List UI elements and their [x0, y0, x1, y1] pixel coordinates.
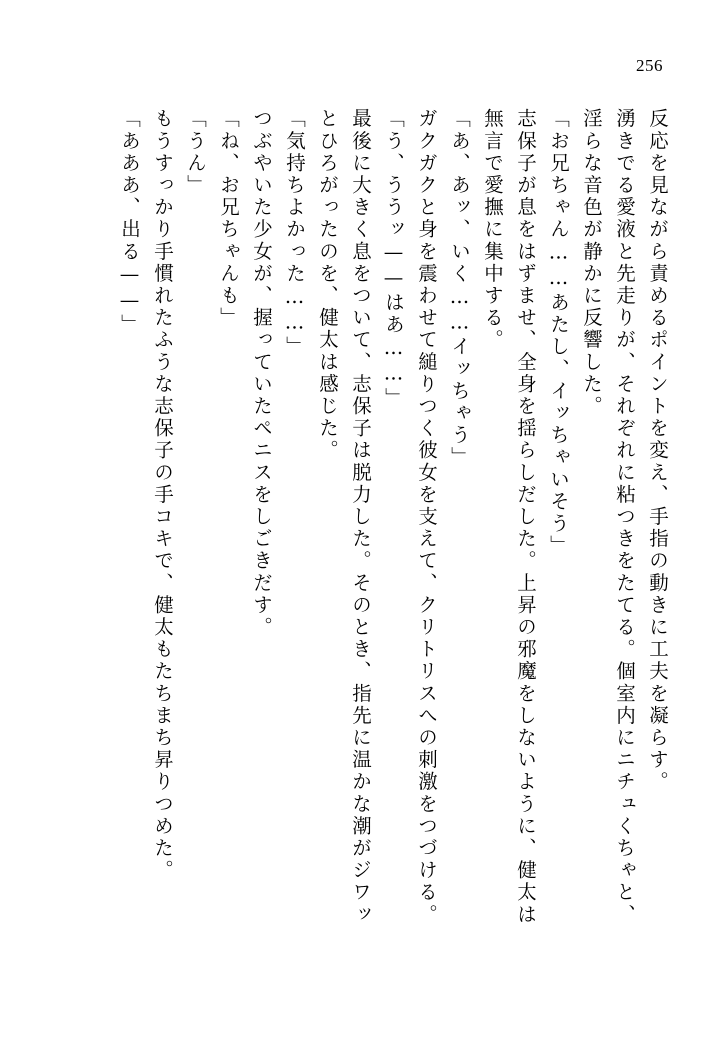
vertical-text-body	[55, 108, 669, 926]
text-line: 無言で愛撫に集中する。	[481, 108, 504, 352]
text-line: ガクガクと身を震わせて縋りつく彼女を支えて、クリトリスへの刺激をつづける。	[415, 108, 438, 926]
text-line: つぶやいた少女が、握っていたペニスをしごきだす。	[250, 108, 273, 639]
text-line: 反応を見ながら責めるポイントを変え、手指の動きに工夫を凝らす。	[646, 108, 669, 794]
text-line: 最後に大きく息をついて、志保子は脱力した。そのとき、指先に温かな潮がジワッ	[349, 108, 372, 926]
text-line: 「あああ、出る——」	[118, 108, 141, 336]
text-line: 「お兄ちゃん……あたし、イッちゃいそう」	[547, 108, 570, 557]
text-line: 淫らな音色が静かに反響した。	[580, 108, 603, 418]
text-line: 「ね、お兄ちゃんも」	[217, 108, 240, 329]
text-line: とひろがったのを、健太は感じた。	[316, 108, 339, 462]
page-number: 256	[636, 56, 663, 75]
text-line: もうすっかり手慣れたふうな志保子の手コキで、健太もたちまち昇りつめた。	[151, 108, 174, 882]
text-line: 志保子が息をはずませ、全身を揺らしだした。上昇の邪魔をしないように、健太は	[514, 108, 537, 926]
text-line: 「うん」	[184, 108, 207, 197]
text-line: 「あ、あッ、いく……イッちゃう」	[448, 108, 471, 469]
text-line: 「気持ちよかった……」	[283, 108, 306, 359]
text-line: 「う、ううッ——はあ……」	[382, 108, 405, 410]
text-line: 湧きでる愛液と先走りが、それぞれに粘つきをたてる。個室内にニチュくちゃと、	[613, 108, 636, 926]
